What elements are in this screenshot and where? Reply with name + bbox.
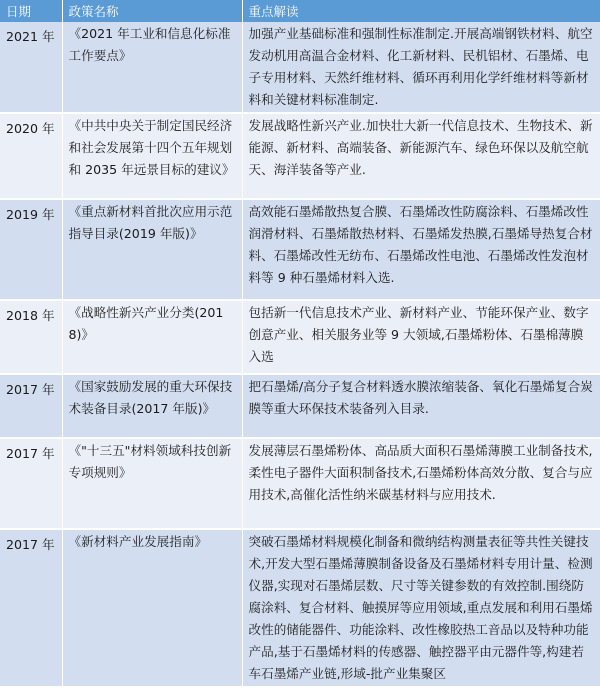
header-row (0, 0, 600, 22)
header-interpretation: 重点解读 (242, 0, 600, 22)
date-cell: 2017 年 (0, 374, 62, 438)
policy-name-cell: 《"十三五"材料领域科技创新专项规则》 (62, 438, 242, 529)
policy-name-cell: 《战略性新兴产业分类(2018)》 (62, 300, 242, 374)
table-row (0, 199, 600, 300)
header-policy-name: 政策名称 (62, 0, 242, 22)
table-row (0, 438, 600, 529)
table-body (0, 22, 600, 687)
interpretation-cell: 发展薄层石墨烯粉体、高品质大面积石墨烯薄膜工业制备技术,柔性电子器件大面积制备技术,石墨烯粉体高效分散、复合与应用技术,高催化活性纳米碳基材料与应用技术. (242, 438, 600, 529)
interpretation-cell: 把石墨烯/高分子复合材料透水膜浓缩装备、氧化石墨烯复合炭膜等重大环保技术装备列入目录. (242, 374, 600, 438)
table-row (0, 113, 600, 199)
date-cell: 2018 年 (0, 300, 62, 374)
date-cell: 2017 年 (0, 438, 62, 529)
table-row (0, 22, 600, 113)
date-cell: 2020 年 (0, 113, 62, 199)
table-row (0, 529, 600, 687)
interpretation-cell: 加强产业基础标准和强制性标准制定.开展高端钢铁材料、航空发动机用高温合金材料、化工新材料、民机铝材、石墨烯、电子专用材料、天然纤维材料、循环再利用化学纤维材料等新材料和关键材料标准制定. (242, 22, 600, 113)
table-row (0, 374, 600, 438)
policy-name-cell: 《国家鼓励发展的重大环保技术装备目录(2017 年版)》 (62, 374, 242, 438)
date-cell: 2017 年 (0, 529, 62, 687)
interpretation-cell: 包括新一代信息技术产业、新材料产业、节能环保产业、数字创意产业、相关服务业等 9 大领域,石墨烯粉体、石墨棉薄膜入选 (242, 300, 600, 374)
interpretation-cell: 突破石墨烯材料规模化制备和微纳结构测量表征等共性关键技术,开发大型石墨烯薄膜制备设备及石墨烯材料专用计量、检测仪器,实现对石墨烯层数、尺寸等关键参数的有效控制.围绕防腐涂料、复合材料、触摸屏等应用领域,重点发展和利用石墨烯改性的储能器件、功能涂料、改性橡胶热工音品以及特种功能产品,基于石墨烯材料的传感器、触控器平由元器件等,构建若车石墨烯产业链,形域-批产业集聚区 (242, 529, 600, 687)
header-date: 日期 (0, 0, 62, 22)
date-cell: 2019 年 (0, 199, 62, 300)
table-header (0, 0, 600, 22)
interpretation-cell: 高效能石墨烯散热复合膜、石墨烯改性防腐涂料、石墨烯改性润滑材料、石墨烯散热材料、石墨烯发热膜,石墨烯导热复合材料、石墨烯改性无纺布、石墨烯改性电池、石墨烯改性发泡材料等 9 种石墨烯材料入选. (242, 199, 600, 300)
date-cell: 2021 年 (0, 22, 62, 113)
interpretation-cell: 发展战略性新兴产业.加快壮大新一代信息技术、生物技术、新能源、新材料、高端装备、新能源汽车、绿色环保以及航空航天、海洋装备等产业. (242, 113, 600, 199)
policy-name-cell: 《重点新材料首批次应用示范指导目录(2019 年版)》 (62, 199, 242, 300)
table-row (0, 300, 600, 374)
policy-name-cell: 《中共中央关于制定国民经济和社会发展第十四个五年规划和 2035 年远景目标的建议》 (62, 113, 242, 199)
policy-name-cell: 《2021 年工业和信息化标准工作要点》 (62, 22, 242, 113)
policy-name-cell: 《新材料产业发展指南》 (62, 529, 242, 687)
